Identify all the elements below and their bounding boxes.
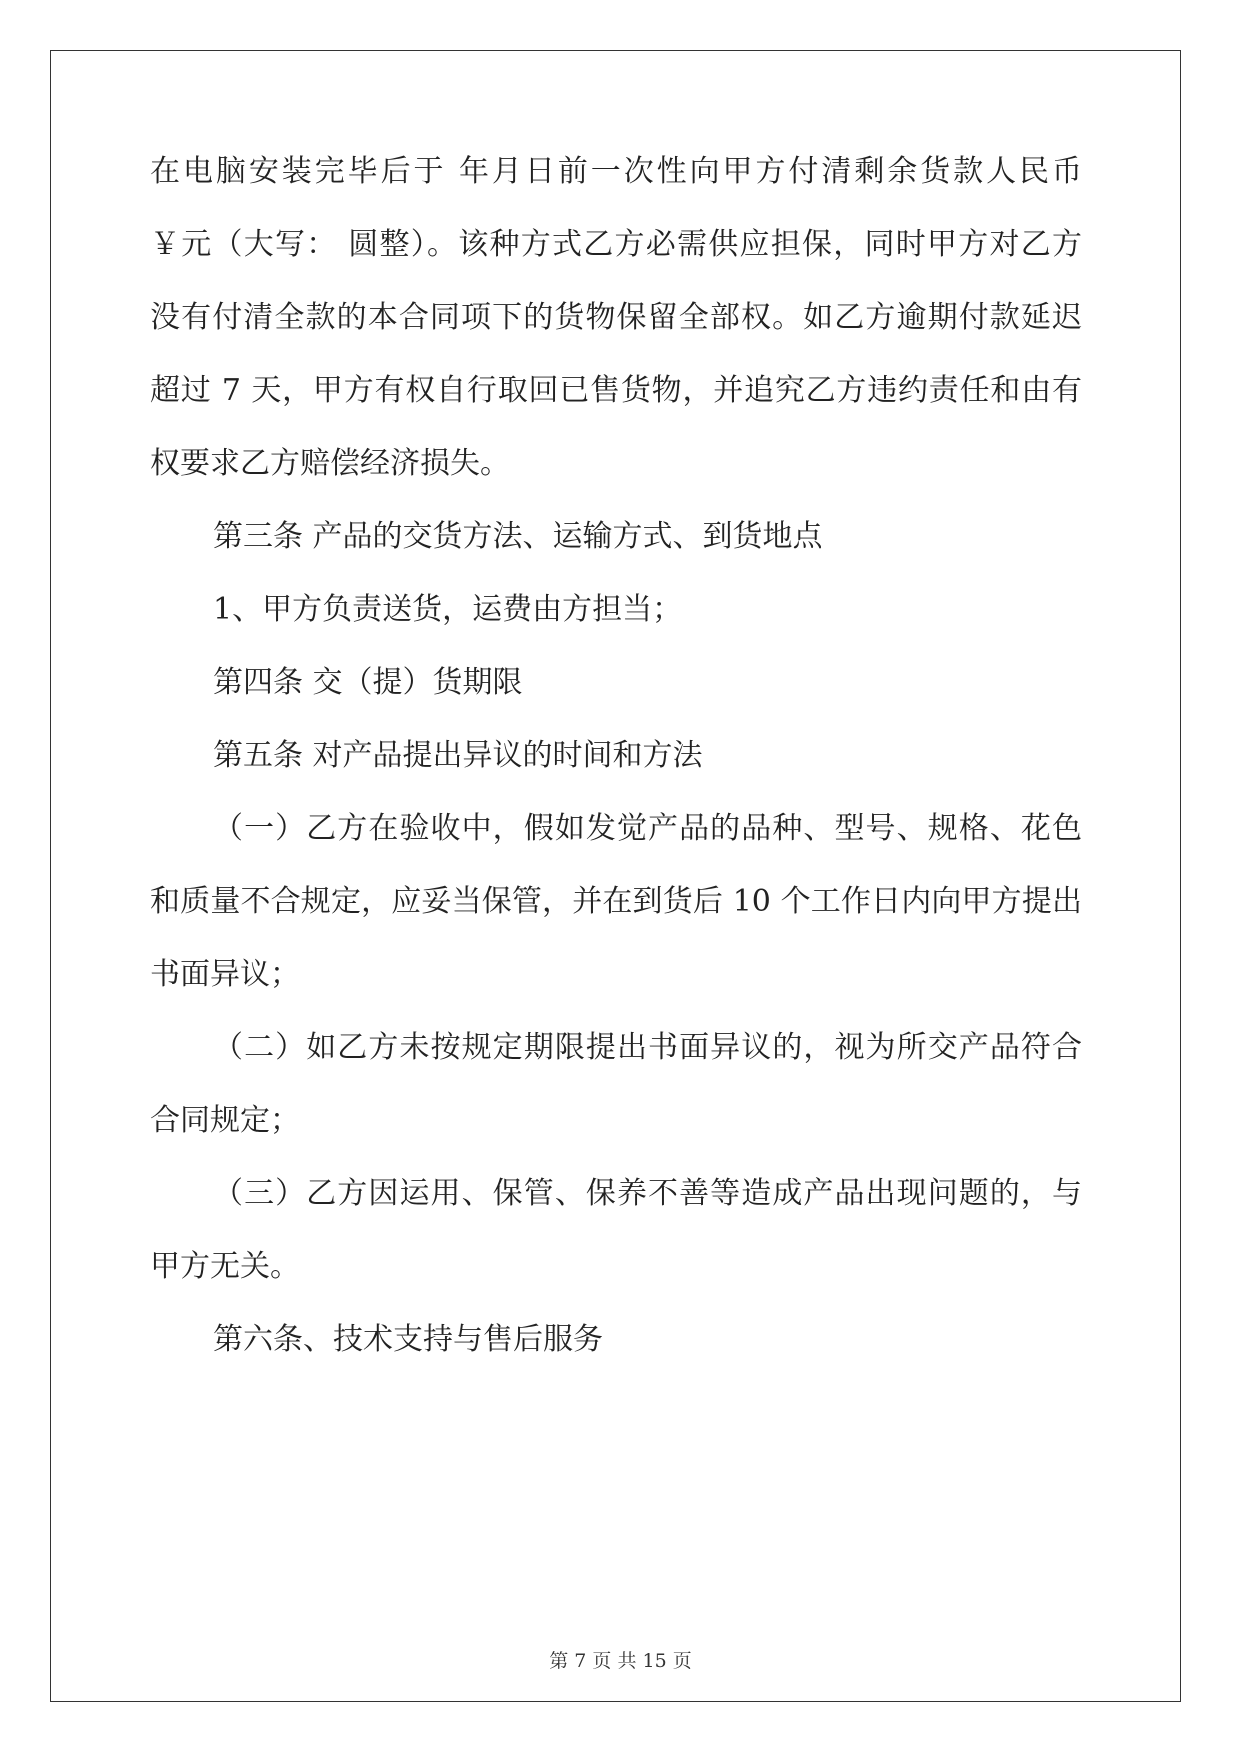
paragraph-line: 书面异议； (150, 957, 300, 992)
article-heading: 第五条 对产品提出异议的时间和方法 (213, 738, 703, 773)
paragraph-line: 在电脑安装完毕后于 年月日前一次性向甲方付清剩余货款人民币 (150, 154, 1082, 189)
page-number-footer: 第 7 页 共 15 页 (549, 1650, 692, 1672)
paragraph-line: 1、甲方负责送货，运费由方担当； (213, 592, 683, 627)
paragraph-line: 合同规定； (150, 1103, 300, 1138)
paragraph-line: （二）如乙方未按规定期限提出书面异议的，视为所交产品符合 (213, 1030, 1082, 1065)
paragraph-line: 甲方无关。 (150, 1249, 300, 1284)
paragraph-line: ￥元（大写： 圆整）。该种方式乙方必需供应担保，同时甲方对乙方 (150, 227, 1082, 262)
article-heading: 第三条 产品的交货方法、运输方式、到货地点 (213, 519, 823, 554)
paragraph-line: 超过 7 天，甲方有权自行取回已售货物，并追究乙方违约责任和由有 (150, 373, 1082, 408)
article-heading: 第六条、技术支持与售后服务 (213, 1322, 603, 1357)
paragraph-line: （三）乙方因运用、保管、保养不善等造成产品出现问题的，与 (213, 1176, 1082, 1211)
article-heading: 第四条 交（提）货期限 (213, 665, 523, 700)
paragraph-line: 和质量不合规定，应妥当保管，并在到货后 10 个工作日内向甲方提出 (150, 884, 1082, 919)
paragraph-line: （一）乙方在验收中，假如发觉产品的品种、型号、规格、花色 (213, 811, 1082, 846)
paragraph-line: 没有付清全款的本合同项下的货物保留全部权。如乙方逾期付款延迟 (150, 300, 1082, 335)
paragraph-line: 权要求乙方赔偿经济损失。 (150, 446, 510, 481)
